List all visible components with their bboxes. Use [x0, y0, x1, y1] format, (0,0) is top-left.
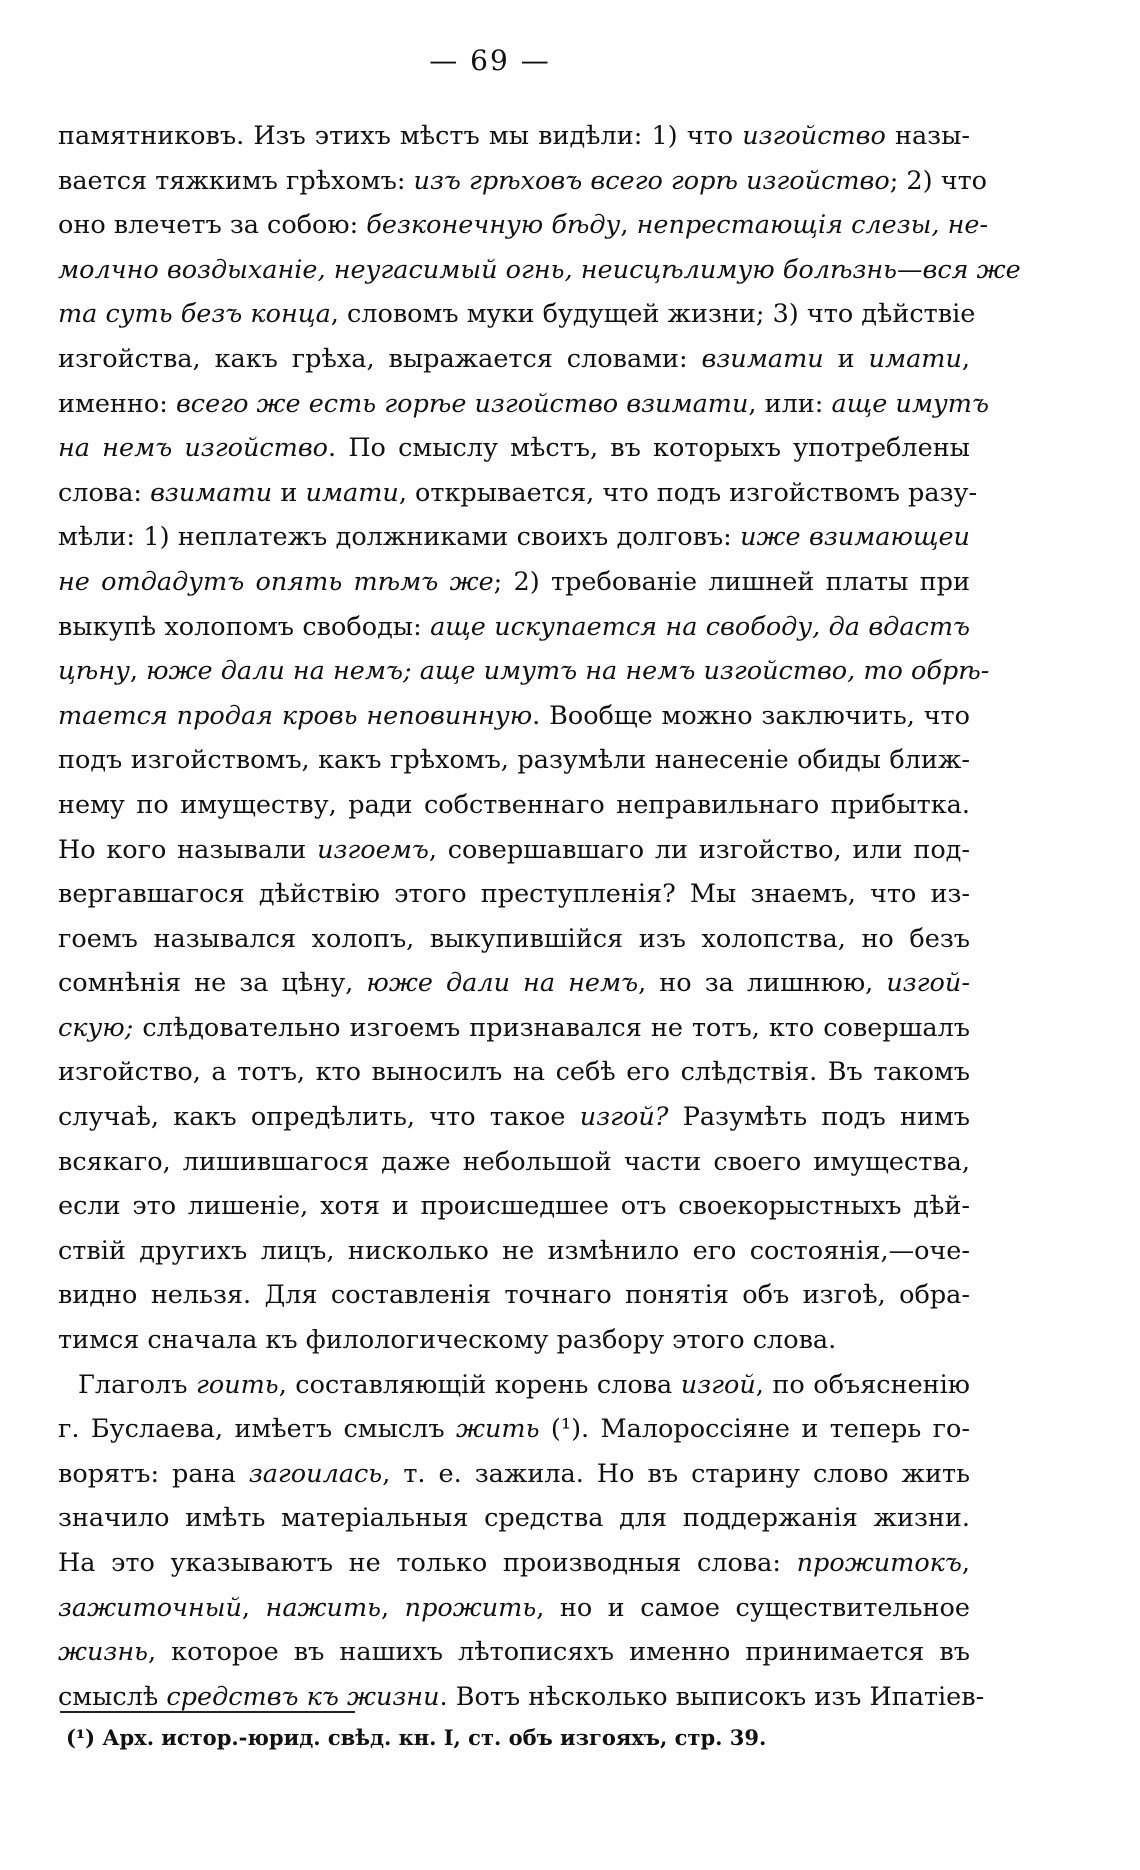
text-span: назы- [885, 121, 971, 151]
text-span: , по объясненію [755, 1369, 971, 1400]
italic-phrase: всего же есть горѣе изгойство взимати [175, 388, 749, 419]
text-span: , [129, 656, 147, 687]
italic-phrase: юже дали на немъ [366, 968, 639, 999]
italic-phrase: имати [868, 343, 962, 374]
italic-phrase: молчно воздыханіе, неугасимый огнь, неисцѣлимую болѣзнь—вся же [58, 254, 1021, 285]
italic-phrase: изгойство [742, 121, 886, 151]
text-span: , т. е. зажила. Но въ старину слово жить [382, 1458, 971, 1489]
text-line [58, 159, 988, 204]
text-span: , но и самое существительное [536, 1592, 971, 1623]
text-line [58, 961, 970, 1006]
text-span: изгойства, какъ грѣха, выражается словами: [58, 343, 702, 374]
italic-phrase: изгой? [579, 1102, 669, 1133]
text-line [58, 1496, 970, 1541]
text-span: памятниковъ. Изъ этихъ мѣстъ мы видѣли: 1) что [58, 121, 743, 151]
text-span: сомнѣнія не за цѣну, [58, 968, 367, 999]
text-span: случаѣ, какъ опредѣлить, что такое [58, 1102, 580, 1133]
text-span: . По смыслу мѣстъ, въ которыхъ употреблены [328, 433, 970, 464]
text-span: На это указываютъ не только производныя слова: [58, 1548, 797, 1578]
italic-phrase: безконечную бѣду [366, 210, 621, 241]
text-span: ( [539, 1414, 561, 1445]
text-line [58, 471, 978, 516]
italic-phrase: та суть безъ конца [58, 299, 331, 330]
italic-phrase: жизнь [58, 1637, 148, 1668]
text-span: , которое въ нашихъ лѣтописяхъ именно принимается въ [148, 1637, 970, 1668]
page-number: — 69 — [429, 44, 551, 77]
text-span: Но кого называли [58, 834, 318, 865]
text-line [58, 292, 976, 337]
text-span: , или: [748, 388, 832, 419]
text-span: нему по имуществу, ради собственнаго неправильнаго прибытка. [58, 789, 970, 820]
text-line [58, 203, 989, 248]
text-line [58, 1452, 970, 1497]
text-span: выкупѣ холопомъ свободы: [58, 611, 431, 642]
italic-phrase: на немъ изгойство [58, 433, 329, 464]
text-span: Разумѣть подъ нимъ [668, 1102, 971, 1133]
text-line [58, 605, 970, 650]
text-line [58, 1363, 970, 1408]
italic-phrase: не отдадутъ опять тѣмъ же [58, 566, 494, 597]
text-line [58, 694, 970, 739]
text-span: слова: [58, 477, 151, 508]
italic-phrase: зажиточный [58, 1592, 242, 1623]
text-span: , составляющій корень слова [278, 1369, 681, 1400]
italic-phrase: имати [305, 477, 399, 508]
text-line [58, 1140, 970, 1185]
text-span: именно: [58, 388, 176, 419]
italic-phrase: изъ грѣховъ всего горѣ изгойство [413, 165, 890, 196]
text-span: , совершавшаго ли изгойство, или под- [428, 834, 970, 865]
footnote: (¹) Арх. истор.-юрид. свѣд. кн. I, ст. объ изгояхъ, стр. 39. [66, 1725, 767, 1750]
text-span: слѣдовательно изгоемъ признавался не тотъ, кто совершалъ [133, 1012, 970, 1043]
text-line [58, 560, 970, 605]
text-span: ; 2) требованіе лишней платы при [493, 566, 970, 597]
text-span: , [620, 210, 637, 241]
italic-phrase: нажить [265, 1592, 382, 1623]
text-line [58, 1095, 970, 1140]
body-text [58, 114, 1021, 1719]
text-line [58, 426, 970, 471]
italic-phrase: изгой [680, 1369, 756, 1400]
italic-phrase: непрестающія слезы, не- [636, 210, 989, 241]
text-line [58, 872, 970, 917]
text-line [58, 783, 970, 828]
text-line [58, 1586, 970, 1631]
italic-phrase: прожитокъ [796, 1548, 962, 1578]
text-span: и [272, 477, 306, 508]
italic-phrase: взимати [701, 343, 824, 374]
italic-phrase: аще имутъ [831, 388, 989, 419]
italic-phrase: юже дали на немъ; аще имутъ на немъ изгойство, то обрѣ- [146, 656, 990, 687]
text-span: смыслѣ [58, 1681, 167, 1712]
text-span: тимся сначала къ филологическому разбору этого слова. [58, 1325, 837, 1356]
text-span: ворятъ: рана [58, 1458, 249, 1489]
text-line [58, 1541, 970, 1586]
italic-phrase: цѣну [58, 656, 130, 687]
text-span: значило имѣть матеріальныя средства для поддержанія жизни. [58, 1503, 970, 1534]
text-line [58, 382, 989, 427]
text-span: и [823, 343, 869, 374]
text-span: , [241, 1592, 266, 1623]
italic-phrase: изгоемъ [317, 834, 429, 865]
text-span: , словомъ муки будущей жизни; 3) что дѣйствіе [330, 299, 976, 330]
footnote-divider [60, 1711, 355, 1713]
italic-phrase: загоилась [248, 1458, 383, 1489]
italic-phrase: жить [456, 1414, 540, 1445]
italic-phrase: скую; [58, 1012, 134, 1043]
italic-phrase: иже взимающеи [740, 522, 970, 553]
text-line [58, 337, 970, 382]
text-line [58, 248, 1021, 293]
text-span: всякаго, лишившагося даже небольшой части своего имущества, [58, 1146, 970, 1177]
text-span: видно нельзя. Для составленія точнаго понятія объ изгоѣ, обра- [58, 1280, 970, 1311]
text-span: вергавшагося дѣйствію этого преступленія? Мы знаемъ, что из- [58, 879, 970, 910]
italic-phrase: гоить [195, 1369, 279, 1400]
italic-phrase: взимати [150, 477, 273, 508]
text-line [58, 1273, 970, 1318]
text-span: . Вотъ нѣсколько выписокъ изъ Ипатіев- [439, 1681, 985, 1712]
text-line [58, 1050, 970, 1095]
text-span: , [381, 1592, 405, 1623]
text-line [58, 828, 970, 873]
text-line [58, 917, 970, 962]
text-span: г. Буслаева, имѣетъ смыслъ [58, 1414, 456, 1445]
text-line [58, 1407, 970, 1452]
text-line [58, 515, 970, 560]
text-line [58, 738, 970, 783]
text-line [58, 1318, 970, 1363]
text-span: ; 2) что [889, 165, 988, 196]
text-span: , [961, 1548, 970, 1578]
text-span: если это лишеніе, хотя и происшедшее отъ своекорыстныхъ дѣй- [58, 1191, 970, 1222]
italic-phrase: средствъ къ жизни [166, 1681, 440, 1712]
text-span: , открывается, что подъ изгойствомъ разу- [398, 477, 978, 508]
text-span: вается тяжкимъ грѣхомъ: [58, 165, 414, 196]
text-line [58, 1229, 970, 1274]
text-line [58, 1006, 970, 1051]
text-line [58, 649, 990, 694]
text-span: ). Малороссіяне и теперь го- [571, 1414, 970, 1445]
text-span: , но за лишнюю, [638, 968, 887, 999]
italic-phrase: аще искупается на свободу, да вдастъ [430, 611, 970, 642]
text-span: Глаголъ [78, 1369, 196, 1400]
text-line [58, 1630, 970, 1675]
italic-phrase: прожить [404, 1592, 537, 1623]
text-span: мѣли: 1) неплатежъ должниками своихъ долговъ: [58, 522, 741, 553]
text-span: изгойство, а тотъ, кто выносилъ на себѣ его слѣдствія. Въ такомъ [58, 1057, 970, 1088]
text-span: подъ изгойствомъ, какъ грѣхомъ, разумѣли нанесеніе обиды ближ- [58, 745, 970, 776]
italic-phrase: тается продая кровь неповинную [58, 700, 533, 731]
text-line [58, 114, 970, 159]
text-span: оно влечетъ за собою: [58, 210, 367, 241]
italic-phrase: изгой- [886, 968, 970, 999]
text-span: гоемъ назывался холопъ, выкупившійся изъ холопства, но безъ [58, 923, 970, 954]
text-span: ствій другихъ лицъ, нисколько не измѣнило его состоянія,—оче- [58, 1235, 970, 1266]
text-span: , [961, 343, 970, 374]
text-span: . Вообще можно заключить, что [532, 700, 970, 731]
text-span: ¹ [560, 1414, 572, 1445]
text-line [58, 1184, 970, 1229]
